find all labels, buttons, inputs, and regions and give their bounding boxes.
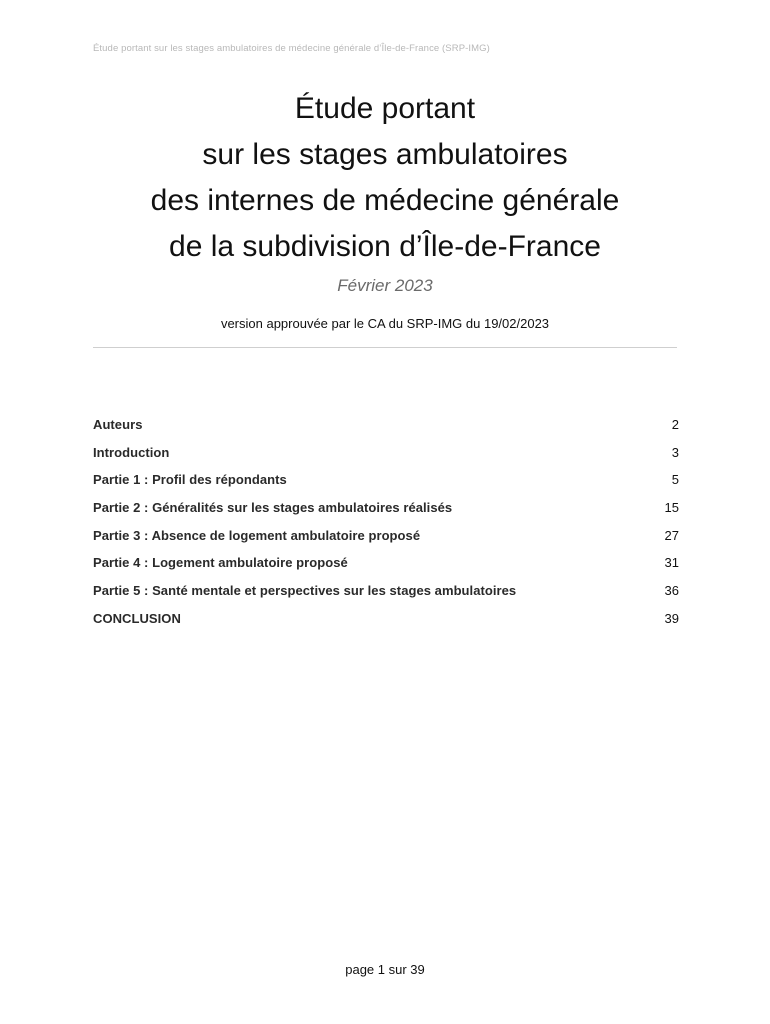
- toc-entry-title: Partie 3 : Absence de logement ambulatoire proposé: [93, 527, 421, 543]
- toc-entry-page: 5: [671, 472, 679, 488]
- toc-entry-partie-2[interactable]: [93, 494, 679, 522]
- toc-entry-page: 27: [664, 527, 679, 543]
- toc-entry-title: Partie 2 : Généralités sur les stages ambulatoires réalisés: [93, 500, 453, 516]
- document-title-line-2: sur les stages ambulatoires: [202, 138, 568, 171]
- toc-entry-partie-4[interactable]: [93, 549, 679, 577]
- toc-entry-page: 36: [664, 583, 679, 599]
- toc-entry-conclusion[interactable]: [93, 605, 679, 633]
- toc-entry-title: Partie 5 : Santé mentale et perspectives sur les stages ambulatoires: [93, 583, 517, 599]
- toc-entry-partie-5[interactable]: [93, 577, 679, 605]
- running-header: Étude portant sur les stages ambulatoires de médecine générale d’Île-de-France (SRP-IMG): [93, 43, 490, 54]
- toc-entry-page: 2: [671, 417, 679, 432]
- title-divider: [93, 347, 677, 348]
- toc-entry-title: Partie 4 : Logement ambulatoire proposé: [93, 555, 348, 571]
- title-block: [0, 86, 770, 334]
- document-date: Février 2023: [337, 276, 433, 295]
- toc-entry-page: 39: [664, 610, 679, 626]
- toc-entry-introduction[interactable]: [93, 439, 679, 467]
- toc-entry-page: 15: [664, 500, 679, 516]
- toc-entry-title: Partie 1 : Profil des répondants: [93, 472, 287, 488]
- table-of-contents: [93, 411, 679, 633]
- toc-entry-partie-3[interactable]: [93, 522, 679, 550]
- document-title-line-3: des internes de médecine générale: [150, 184, 620, 217]
- toc-entry-title: CONCLUSION: [93, 610, 181, 626]
- toc-entry-title: Auteurs: [93, 417, 143, 432]
- toc-entry-title: Introduction: [93, 444, 170, 460]
- document-title-line-4: de la subdivision d’Île-de-France: [169, 230, 601, 263]
- version-note: version approuvée par le CA du SRP-IMG du 19/02/2023: [220, 316, 550, 331]
- toc-entry-page: 3: [671, 444, 679, 460]
- toc-entry-auteurs[interactable]: [93, 411, 679, 439]
- toc-entry-page: 31: [664, 555, 679, 571]
- document-title-line-1: Étude portant: [294, 92, 476, 125]
- page-number: page 1 sur 39: [345, 962, 425, 977]
- toc-entry-partie-1[interactable]: [93, 466, 679, 494]
